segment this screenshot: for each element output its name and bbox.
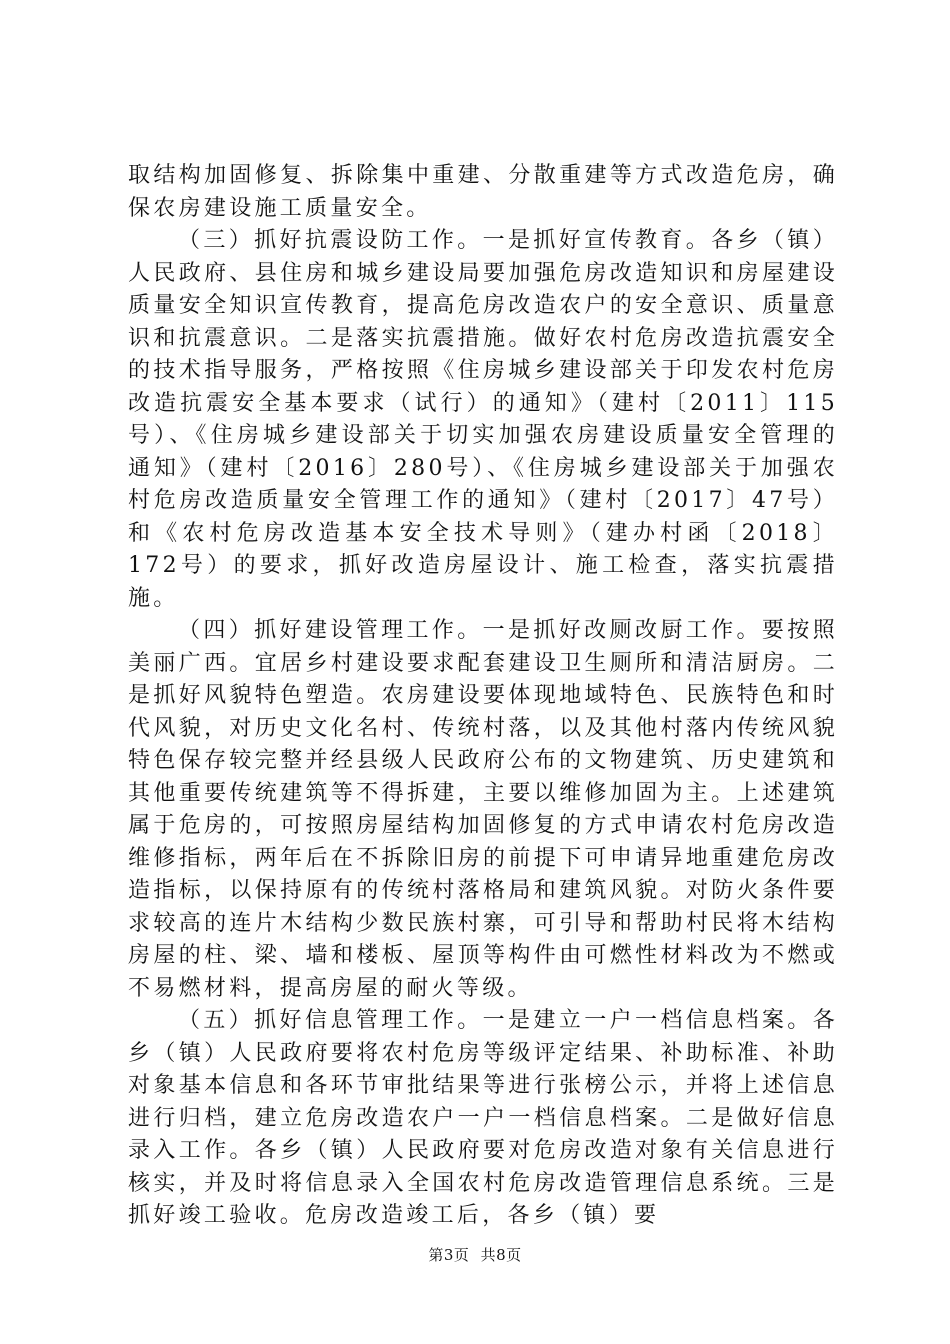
page-total: 共8页 (480, 1246, 522, 1264)
paragraph-2: （三）抓好抗震设防工作。一是抓好宣传教育。各乡（镇）人民政府、县住房和城乡建设局要加强危房改造知识和房屋建设质量安全知识宣传教育，提高危房改造农户的安全意识、质量意识和抗震意识。二是落实抗震措施。做好农村危房改造抗震安全的技术指导服务，严格按照《住房城乡建设部关于印发农村危房改造抗震安全基本要求（试行）的通知》（建村〔2011〕115号）、《住房城乡建设部关于切实加强农房建设质量安全管理的通知》（建村〔2016〕280号）、《住房城乡建设部关于加强农村危房改造质量安全管理工作的通知》（建村〔2017〕47号）和《农村危房改造基本安全技术导则》（建办村函〔2018〕172号）的要求，抓好改造房屋设计、施工检查，落实抗震措施。 (128, 228, 838, 611)
page-number: 第3页 (428, 1246, 470, 1264)
paragraph-1: 取结构加固修复、拆除集中重建、分散重建等方式改造危房，确保农房建设施工质量安全。 (128, 163, 838, 221)
paragraph-4: （五）抓好信息管理工作。一是建立一户一档信息档案。各乡（镇）人民政府要将农村危房等级评定结果、补助标准、补助对象基本信息和各环节审批结果等进行张榜公示，并将上述信息进行归档，建立危房改造农户一户一档信息档案。二是做好信息录入工作。各乡（镇）人民政府要对危房改造对象有关信息进行核实，并及时将信息录入全国农村危房改造管理信息系统。三是抓好竣工验收。危房改造竣工后，各乡（镇）要 (128, 1008, 838, 1228)
paragraph-3: （四）抓好建设管理工作。一是抓好改厕改厨工作。要按照美丽广西。宜居乡村建设要求配套建设卫生厕所和清洁厨房。二是抓好风貌特色塑造。农房建设要体现地域特色、民族特色和时代风貌，对历史文化名村、传统村落，以及其他村落内传统风貌特色保存较完整并经县级人民政府公布的文物建筑、历史建筑和其他重要传统建筑等不得拆建，主要以维修加固为主。上述建筑属于危房的，可按照房屋结构加固修复的方式申请农村危房改造维修指标，两年后在不拆除旧房的前提下可申请异地重建危房改造指标，以保持原有的传统村落格局和建筑风貌。对防火条件要求较高的连片木结构少数民族村寨，可引导和帮助村民将木结构房屋的柱、梁、墙和楼板、屋顶等构件由可燃性材料改为不燃或不易燃材料，提高房屋的耐火等级。 (128, 618, 838, 1001)
document-body (128, 160, 838, 1233)
page-footer (0, 1244, 950, 1265)
